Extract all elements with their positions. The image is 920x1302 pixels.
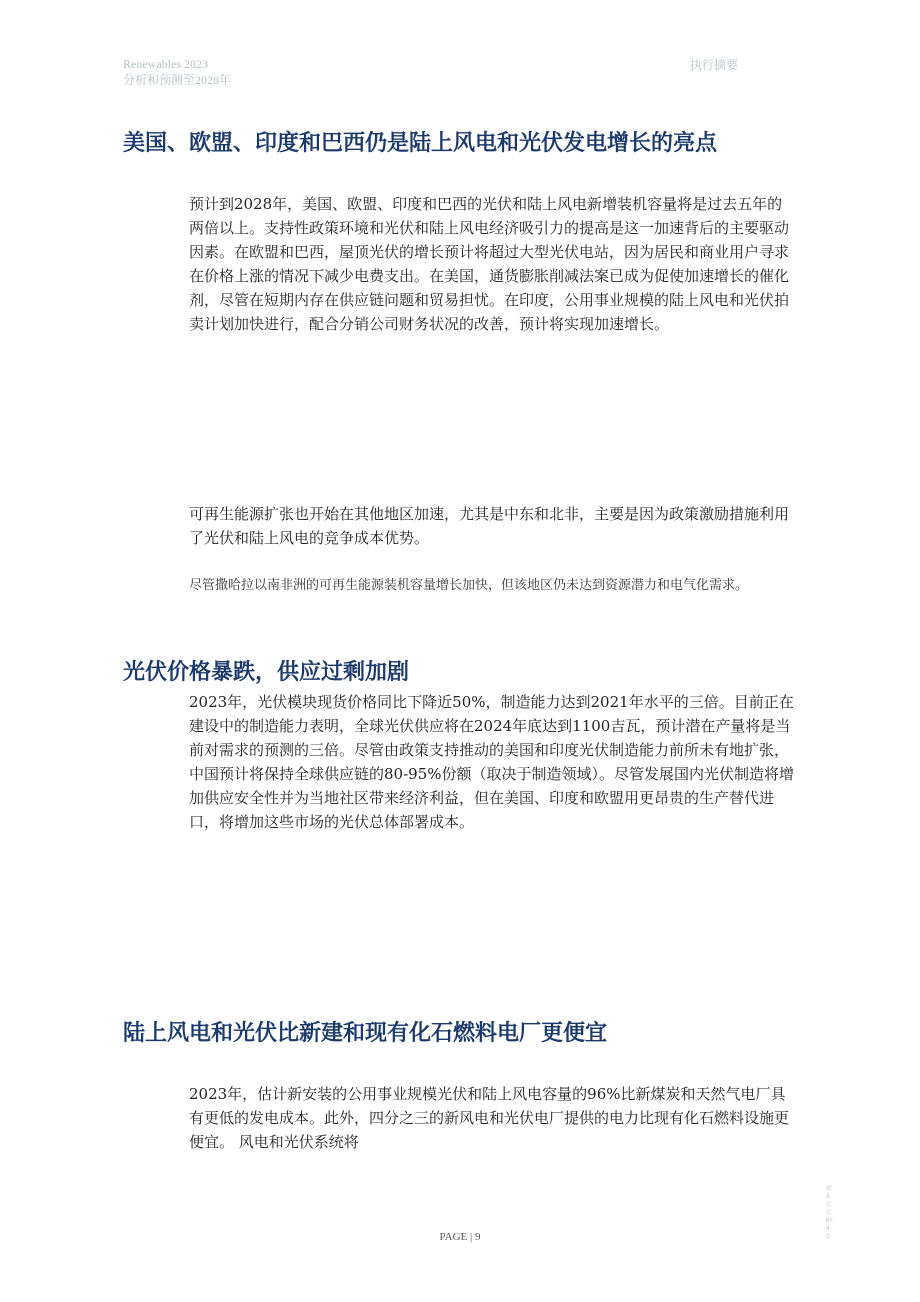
page-number: PAGE | 9 [439, 1231, 481, 1243]
copyright-side-note: IEA. CC BY 4.0. [825, 1185, 833, 1240]
section-1-paragraph-2: 可再生能源扩张也开始在其他地区加速，尤其是中东和北非，主要是因为政策激励措施利用了光伏和陆上风电的竞争成本优势。 [189, 505, 790, 547]
section-heading-3: 陆上风电和光伏比新建和现有化石燃料电厂更便宜 [123, 1021, 608, 1046]
header-section-label: 执行摘要 [690, 58, 739, 72]
section-2-paragraph-1: 2023年，光伏模块现货价格同比下降近50%，制造能力达到2021年水平的三倍。目前正在建设中的制造能力表明，全球光伏供应将在2024年底达到1100吉瓦，预计潜在产量将是当前对需求的预测的三倍。尽管由政策支持推动的美国和印度光伏制造能力前所未有地扩张，中国预计将保持全球供应链的80-95%份额（取决于制造领域）。尽管发展国内光伏制造将增加供应安全性并为当地社区带来经济利益，但在美国、印度和欧盟用更昂贵的生产替代进口，将增加这些市场的光伏总体部署成本。 [189, 693, 794, 831]
section-heading-1: 美国、欧盟、印度和巴西仍是陆上风电和光伏发电增长的亮点 [123, 131, 718, 156]
section-1-paragraph-1: 预计到2028年，美国、欧盟、印度和巴西的光伏和陆上风电新增装机容量将是过去五年的两倍以上。支持性政策环境和光伏和陆上风电经济吸引力的提高是这一加速背后的主要驱动因素。在欧盟和巴西，屋顶光伏的增长预计将超过大型光伏电站，因为居民和商业用户寻求在价格上涨的情况下减少电费支出。在美国，通货膨胀削减法案已成为促使加速增长的催化剂，尽管在短期内存在供应链问题和贸易担忧。在印度，公用事业规模的陆上风电和光伏拍卖计划加快进行，配合分销公司财务状况的改善，预计将实现加速增长。 [189, 195, 790, 333]
section-3-paragraph-1: 2023年，估计新安装的公用事业规模光伏和陆上风电容量的96%比新煤炭和天然气电厂具有更低的发电成本。此外，四分之三的新风电和光伏电厂提供的电力比现有化石燃料设施更便宜。 风电和光伏系统将 [189, 1085, 790, 1151]
section-1-paragraph-3: 尽管撒哈拉以南非洲的可再生能源装机容量增长加快，但该地区仍未达到资源潜力和电气化需求。 [189, 578, 749, 593]
header-title-block [123, 56, 231, 88]
section-heading-2: 光伏价格暴跌，供应过剩加剧 [123, 660, 410, 685]
report-subtitle: 分析和预测至2028年 [123, 73, 232, 87]
report-title: Renewables 2023 [123, 57, 208, 71]
